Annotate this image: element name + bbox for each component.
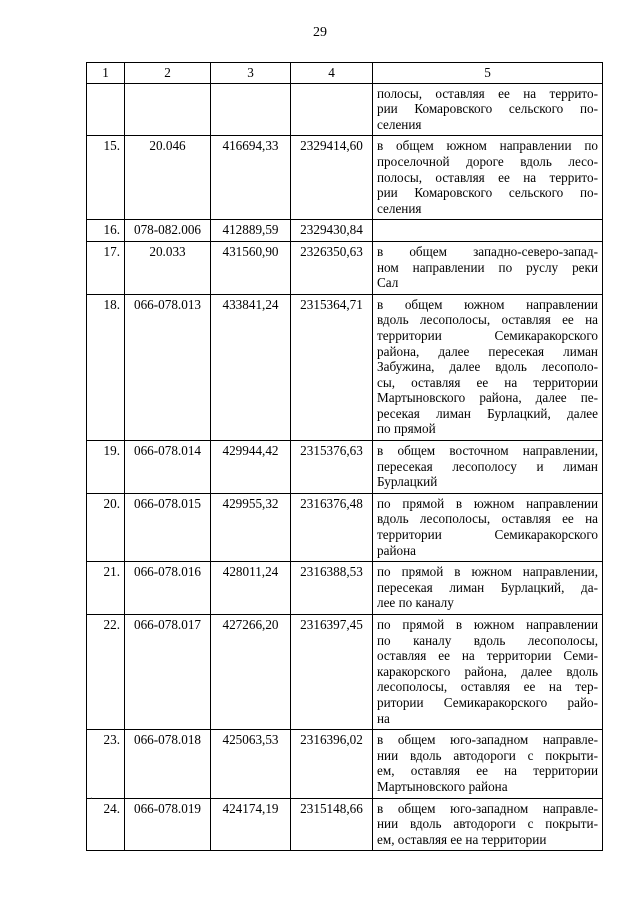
x-coordinate-cell: 429944,42 [211,441,291,494]
description-line: ном направлении по руслу реки [377,259,598,275]
description-line: в общем юго-западном направле- [377,732,598,748]
description-line: в общем южном направлении по [377,138,598,154]
description-line: ритории Семикаракорского райо- [377,694,598,710]
page-number: 29 [313,25,327,40]
point-number-cell: 17. [87,241,125,294]
table-row [87,294,603,440]
table-row [87,562,603,615]
col-header-1: 1 [87,63,125,84]
description-line: по прямой [377,421,436,437]
description-line: каракорского района, далее вдоль [377,663,598,679]
description-cell [373,730,603,798]
description-cell [373,798,603,851]
point-number-cell: 18. [87,294,125,440]
description-line: Мартыновского района, далее пе- [377,390,598,406]
table-body [87,83,603,851]
description-line: Бурлацкий [377,474,438,490]
point-code-cell: 20.033 [125,241,211,294]
description-line: проселочной дороге вдоль лесо- [377,153,598,169]
x-coordinate-cell: 424174,19 [211,798,291,851]
y-coordinate-cell: 2316397,45 [291,615,373,730]
point-code-cell: 078-082.006 [125,220,211,242]
x-coordinate-cell: 427266,20 [211,615,291,730]
description-line: нии вдоль автодороги с покрыти- [377,816,598,832]
x-coordinate-cell: 425063,53 [211,730,291,798]
y-coordinate-cell: 2316388,53 [291,562,373,615]
description-line: в общем восточном направлении, [377,443,598,459]
col-header-2: 2 [125,63,211,84]
y-coordinate-cell: 2316376,48 [291,493,373,561]
point-code-cell: 066-078.018 [125,730,211,798]
description-line: нии вдоль автодороги с покрыти- [377,747,598,763]
point-code-cell: 066-078.016 [125,562,211,615]
table-row [87,136,603,220]
description-line: района [377,542,417,558]
x-coordinate-cell: 428011,24 [211,562,291,615]
description-line: вдоль лесополосы, оставляя ее на [377,312,598,328]
description-cell [373,493,603,561]
point-code-cell: 066-078.015 [125,493,211,561]
description-line: по прямой в южном направлении, [377,564,598,580]
description-line: в общем южном направлении [377,296,598,312]
y-coordinate-cell: 2329430,84 [291,220,373,242]
description-cell [373,136,603,220]
x-coordinate-cell: 431560,90 [211,241,291,294]
table-row [87,615,603,730]
table-row [87,441,603,494]
point-code-cell: 066-078.014 [125,441,211,494]
description-line: территории Семикаракорского [377,327,598,343]
table-row [87,83,603,136]
point-number-cell: 16. [87,220,125,242]
x-coordinate-cell [211,83,291,136]
point-code-cell: 066-078.017 [125,615,211,730]
description-line: пересекая лесополосу и лиман [377,458,598,474]
table-row [87,241,603,294]
point-number-cell: 22. [87,615,125,730]
point-code-cell [125,83,211,136]
description-line: селения [377,116,422,132]
description-line: ем, оставляя ее на территории [377,831,547,847]
description-cell [373,294,603,440]
col-header-5: 5 [373,63,603,84]
point-code-cell: 066-078.013 [125,294,211,440]
description-cell [373,220,603,242]
point-number-cell: 23. [87,730,125,798]
boundary-table [86,62,603,851]
description-line: сы, оставляя ее на территории [377,374,598,390]
scan-speck: · [90,794,93,803]
description-line: оставляя ее на территории Семи- [377,648,598,664]
point-number-cell: 15. [87,136,125,220]
point-number-cell: 21. [87,562,125,615]
point-number-cell: 19. [87,441,125,494]
y-coordinate-cell: 2326350,63 [291,241,373,294]
y-coordinate-cell: 2315376,63 [291,441,373,494]
description-line: полосы, оставляя ее на террито- [377,169,598,185]
x-coordinate-cell: 416694,33 [211,136,291,220]
description-line: Забужина, далее вдоль лесополо- [377,359,598,375]
description-cell [373,615,603,730]
point-number-cell [87,83,125,136]
table-row [87,493,603,561]
x-coordinate-cell: 429955,32 [211,493,291,561]
table-row [87,730,603,798]
table-row [87,220,603,242]
y-coordinate-cell: 2315364,71 [291,294,373,440]
y-coordinate-cell: 2316396,02 [291,730,373,798]
description-line: полосы, оставляя ее на террито- [377,85,598,101]
description-line: рии Комаровского сельского по- [377,185,598,201]
point-number-cell: 20. [87,493,125,561]
description-line: Сал [377,275,399,291]
col-header-4: 4 [291,63,373,84]
col-header-3: 3 [211,63,291,84]
y-coordinate-cell [291,83,373,136]
description-line: ресекая лиман Бурлацкий, далее [377,405,598,421]
description-line: вдоль лесополосы, оставляя ее на [377,511,598,527]
description-line: по прямой в южном направлении [377,495,598,511]
description-line: по каналу вдоль лесополосы, [377,632,598,648]
table-row [87,798,603,851]
description-line: пересекая лиман Бурлацкий, да- [377,579,598,595]
description-line: на [377,710,390,726]
description-line: рии Комаровского сельского по- [377,101,598,117]
table-header-row [87,63,603,84]
description-line: по прямой в южном направлении [377,617,598,632]
description-line: селения [377,200,422,216]
description-line: в общем юго-западном направле- [377,800,598,816]
description-cell [373,83,603,136]
description-line: ем, оставляя ее на территории [377,763,598,779]
description-cell [373,441,603,494]
x-coordinate-cell: 412889,59 [211,220,291,242]
description-line: в общем западно-северо-запад- [377,243,598,259]
description-line: Мартыновского района [377,778,508,794]
y-coordinate-cell: 2329414,60 [291,136,373,220]
description-line: лее по каналу [377,595,454,611]
point-number-cell: 24. [87,798,125,851]
point-code-cell: 20.046 [125,136,211,220]
x-coordinate-cell: 433841,24 [211,294,291,440]
description-cell [373,562,603,615]
y-coordinate-cell: 2315148,66 [291,798,373,851]
description-line: территории Семикаракорского [377,527,598,543]
description-line: лесополосы, оставляя ее на тер- [377,679,598,695]
description-cell [373,241,603,294]
description-line: района, далее пересекая лиман [377,343,598,359]
point-code-cell: 066-078.019 [125,798,211,851]
